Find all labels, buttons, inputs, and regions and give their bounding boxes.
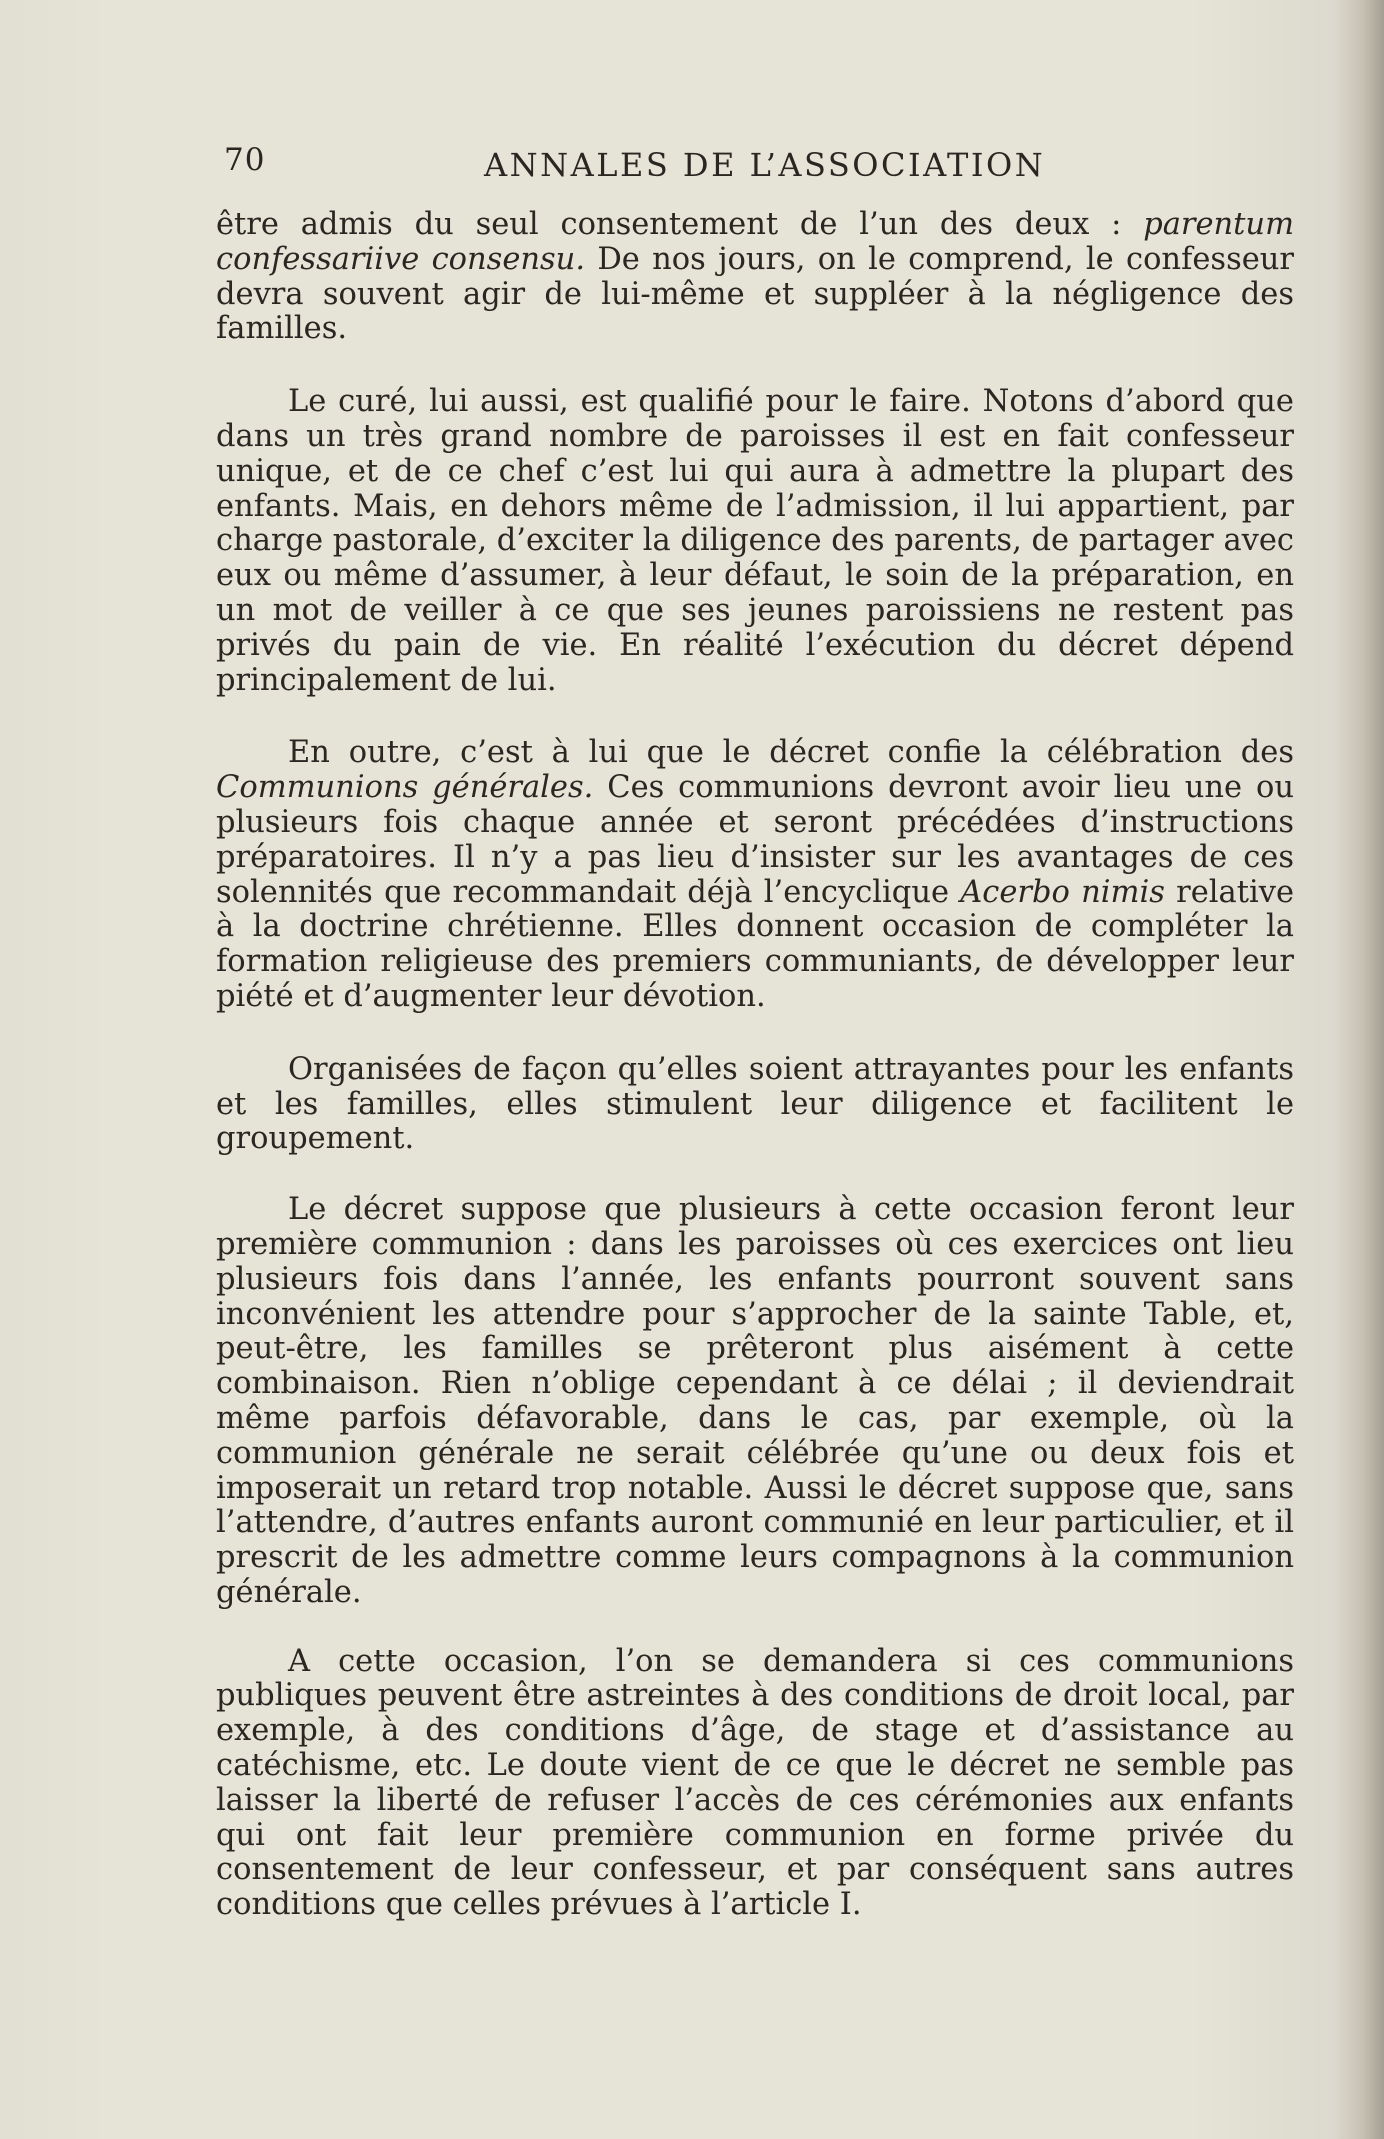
running-head: ANNALES DE L’ASSOCIATION: [484, 146, 1046, 184]
text-run: Le curé, lui aussi, est qualifié pour le faire. Notons d’abord que dans un très grand nombre de paroisses il est en fait confesseur unique, et de ce chef c’est lui qui aura à admettre la plupart des enfants. Mais, en dehors même de l’admission, il lui appartient, par charge pastorale, d’exciter la diligence des parents, de partager avec eux ou même d’assumer, à leur défaut, le soin de la préparation, en un mot de veiller à ce que ses jeunes paroissiens ne restent pas privés du pain de vie. En réalité l’exécution du décret dépend principalement de lui.: [216, 384, 1294, 698]
text-run: En outre, c’est à lui que le décret confie la célébration des: [288, 735, 1294, 771]
paragraph-2: [216, 385, 1294, 698]
paragraph-5: [216, 1193, 1294, 1611]
text-run: De nos jours, on le comprend, le confesseur devra souvent agir de lui-même et suppléer à la négligence des familles.: [216, 241, 1294, 347]
paragraph-3: [216, 736, 1294, 1014]
page-header: [224, 132, 1304, 190]
paragraph-6: [216, 1645, 1294, 1923]
paragraph-4: [216, 1053, 1294, 1157]
text-run: A cette occasion, l’on se demandera si ces communions publiques peuvent être astreintes à des conditions de droit local, par exemple, à des conditions d’âge, de stage et d’assistance au catéchisme, etc. Le doute vient de ce que le décret ne semble pas laisser la liberté de refuser l’accès de ces cérémonies aux enfants qui ont fait leur première communion en forme privée du consentement de leur confesseur, et par conséquent sans autres conditions que celles prévues à l’article I.: [216, 1643, 1294, 1923]
latin-phrase: parentum confessariive consensu.: [216, 207, 1294, 277]
body-text: [216, 208, 1294, 1923]
text-run: relative à la doctrine chrétienne. Elles donnent occasion de compléter la formation religieuse des premiers communiants, de développer leur piété et d’augmenter leur dévotion.: [216, 874, 1294, 1014]
text-run: Le décret suppose que plusieurs à cette occasion feront leur première communion : dans les paroisses où ces exercices ont lieu plusieurs fois dans l’année, les enfants pourront souvent sans inconvénient les attendre pour s’approcher de la sainte Table, et, peut-être, les familles se prêteront plus aisément à cette combinaison. Rien n’oblige cependant à ce délai ; il deviendrait même parfois défavorable, dans le cas, par exemple, où la communion générale ne serait célébrée qu’une ou deux fois et imposerait un retard trop notable. Aussi le décret suppose que, sans l’attendre, d’autres enfants auront communié en leur particulier, et il prescrit de les admettre comme leurs compagnons à la communion générale.: [216, 1192, 1294, 1610]
italic-term: Communions générales.: [216, 770, 594, 806]
text-run: être admis du seul consentement de l’un des deux :: [216, 207, 1144, 242]
text-run: Organisées de façon qu’elles soient attrayantes pour les enfants et les familles, elles stimulent leur diligence et facilitent le groupement.: [216, 1051, 1294, 1157]
encyclical-title: Acerbo nimis: [960, 874, 1165, 910]
page-number: 70: [224, 142, 266, 178]
text-run: Ces communions devront avoir lieu une ou plusieurs fois chaque année et seront précédées d’instructions préparatoires. Il n’y a pas lieu d’insister sur les avantages de ces solennités que recommandait déjà l’encyclique: [216, 770, 1294, 910]
paragraph-1: [216, 208, 1294, 347]
page-gutter-edge: [1334, 0, 1384, 2139]
